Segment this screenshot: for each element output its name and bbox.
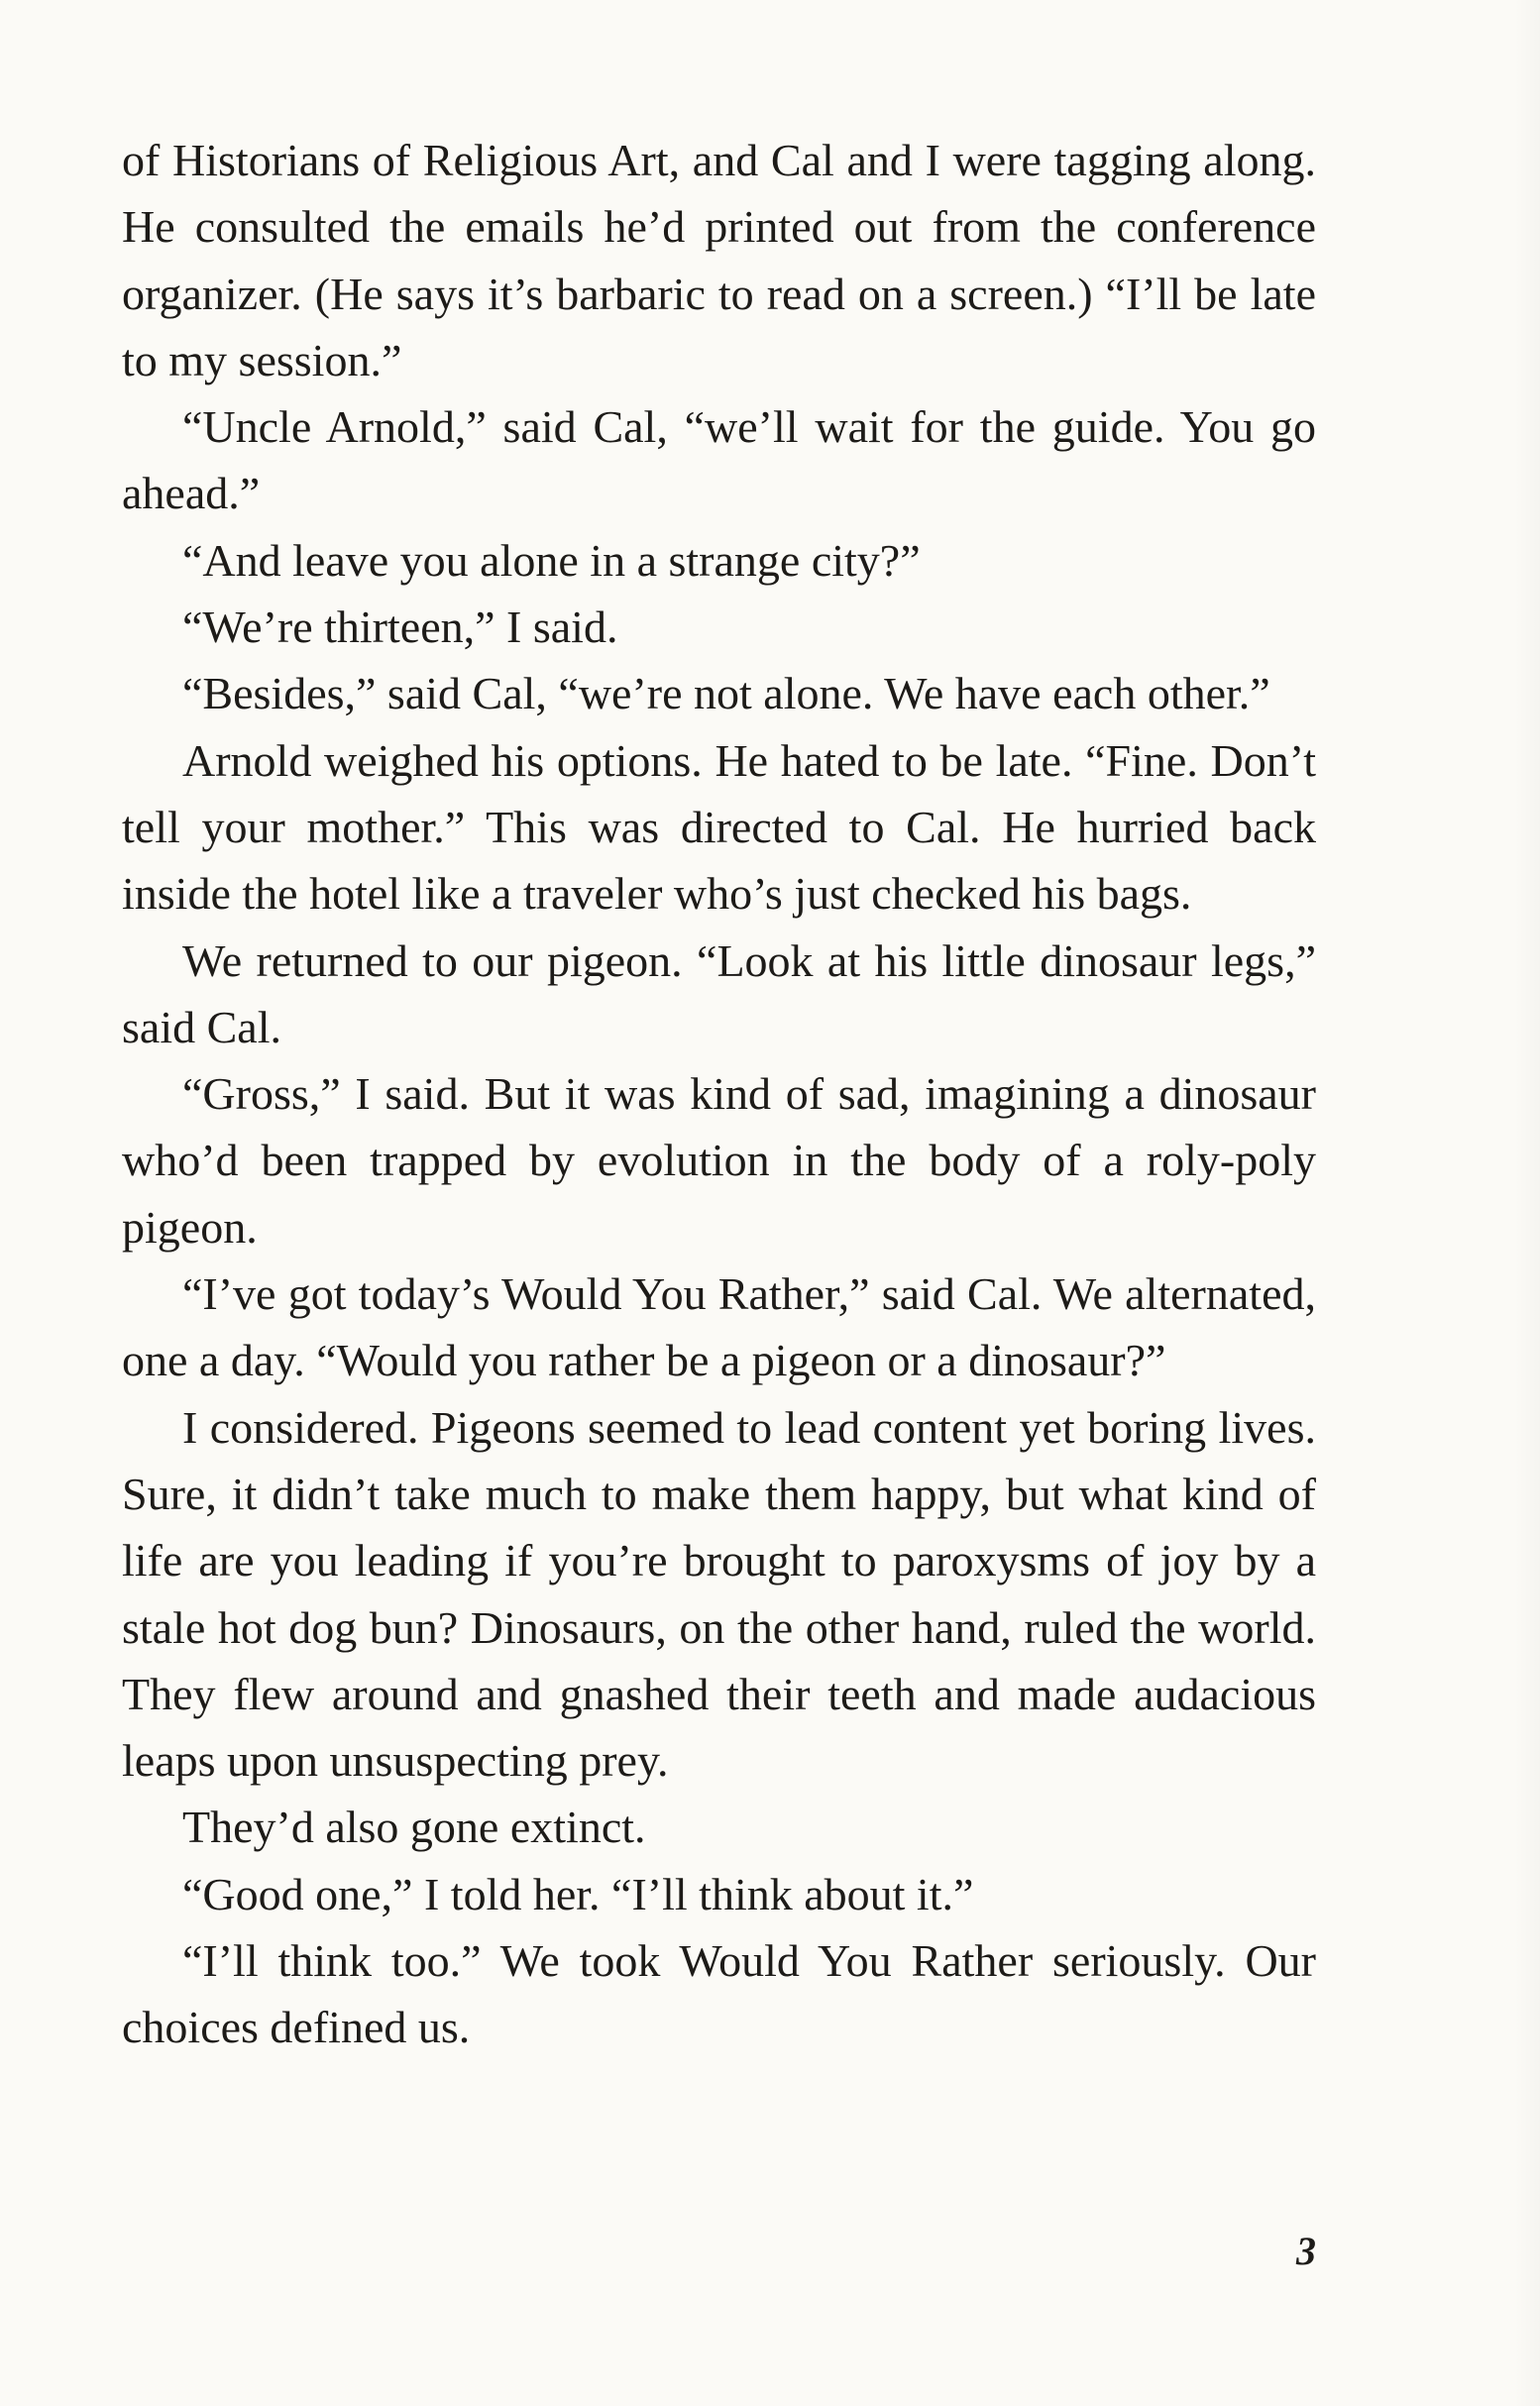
page-number: 3 [1296, 2229, 1316, 2273]
page-edge-shadow [1514, 0, 1540, 2406]
body-text [122, 127, 1316, 2061]
paragraph: “I’ve got today’s Would You Rather,” said Cal. We alternated, one a day. “Would you rather be a pigeon or a dinosaur?” [122, 1268, 1316, 1386]
paragraph: “Besides,” said Cal, “we’re not alone. We have each other.” [182, 668, 1270, 719]
paragraph: “And leave you alone in a strange city?” [182, 534, 921, 586]
paragraph: Arnold weighed his options. He hated to be late. “Fine. Don’t tell your mother.” This was directed to Cal. He hurried back inside the hotel like a traveler who’s just checked his bags. [122, 734, 1316, 920]
paragraph: I considered. Pigeons seemed to lead content yet boring lives. Sure, it didn’t take much to make them happy, but what kind of life are you leading if you’re brought to paroxysms of joy by a stale hot dog bun? Dinosaurs, on the other hand, ruled the world. They flew around and gnashed their teeth and made audacious leaps upon unsuspecting prey. [122, 1401, 1316, 1787]
paragraph: “Good one,” I told her. “I’ll think about it.” [182, 1868, 974, 1919]
paragraph: We returned to our pigeon. “Look at his little dinosaur legs,” said Cal. [122, 934, 1316, 1052]
paragraph: “We’re thirteen,” I said. [182, 602, 618, 653]
paragraph: “I’ll think too.” We took Would You Rather seriously. Our choices defined us. [122, 1935, 1316, 2053]
paragraph: “Uncle Arnold,” said Cal, “we’ll wait for the guide. You go ahead.” [122, 401, 1316, 519]
paragraph-continued: of Historians of Religious Art, and Cal and I were tagging along. He consulted the emails he’d printed out from the conference organizer. (He says it’s barbaric to read on a screen.) “I’ll be late to my session.” [122, 135, 1316, 385]
paragraph: “Gross,” I said. But it was kind of sad, imagining a dinosaur who’d been trapped by evolution in the body of a roly-poly pigeon. [122, 1068, 1316, 1253]
paragraph: They’d also gone extinct. [182, 1802, 646, 1853]
